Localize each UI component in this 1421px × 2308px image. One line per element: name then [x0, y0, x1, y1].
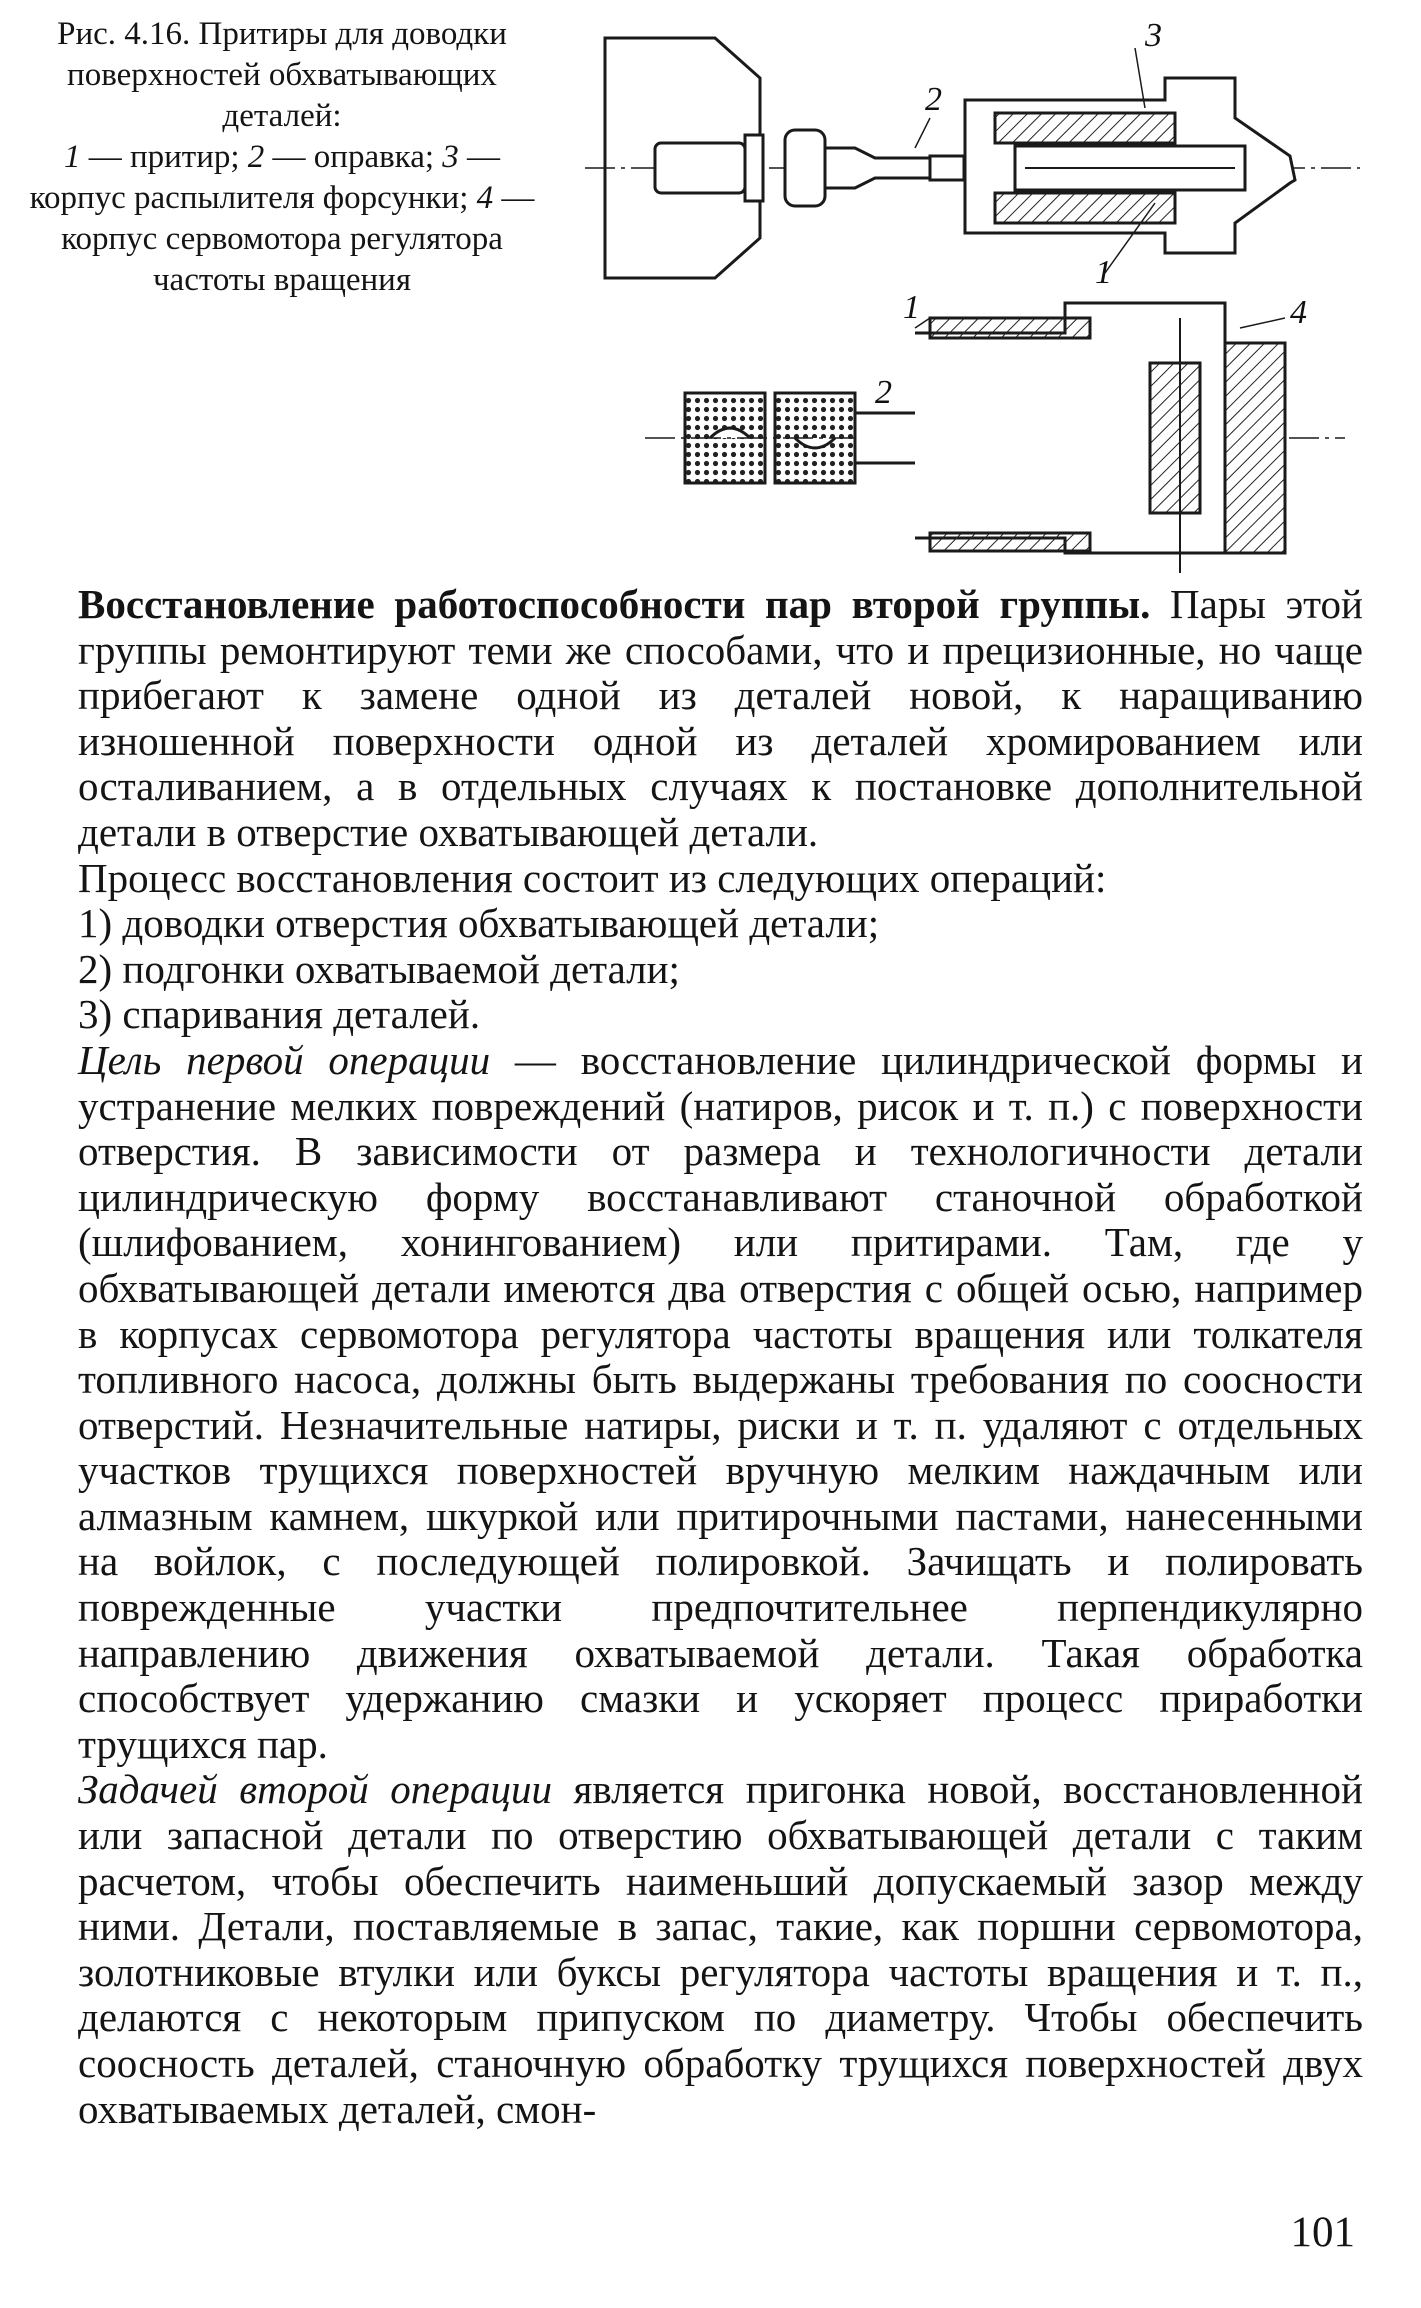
mandrel-2 [825, 148, 930, 188]
mandrel-hex [785, 130, 825, 206]
paragraph-2: Процесс восстановления состоит из следующих операций: [78, 854, 1107, 901]
label-top-3: 1 [1095, 254, 1112, 291]
list-item-1: 1) доводки отверстия обхватывающей детали; [78, 900, 880, 947]
paragraph-3 [78, 1038, 1363, 1768]
section-heading: Восстановление работоспособности пар второй группы. [78, 581, 1151, 627]
label-top-1: 3 [1145, 18, 1162, 54]
nut-left [745, 135, 763, 201]
legend-text-3: — корпус распылителя форсунки; [29, 139, 501, 216]
caption-legend [22, 137, 542, 301]
caption-title: Рис. 4.16. Притиры для доводки поверхностей обхватывающих деталей: [57, 16, 507, 134]
legend-num-4: 4 [476, 180, 494, 216]
lapping-tools-drawing [585, 18, 1375, 573]
legend-text-2: — оправка; [264, 139, 443, 175]
paragraph-4-text: является пригонка новой, восстановленной или запасной детали по отверстию обхватывающей детали с таким расчетом, чтобы обеспечить наименьший допускаемый зазор между ними. Детали, поставляемые в запас, такие, как поршни сервомотора, золотниковые втулки или буксы регулятора частоты вращения и т. п., делаются с некоторым припуском по диаметру. Чтобы обеспечить соосность деталей, станочную обработку трущихся поверхностей двух охватываемых деталей, смон- [78, 1766, 1363, 2132]
legend-num-3: 3 [442, 139, 459, 175]
legend-num-1: 1 [63, 139, 81, 175]
page-number: 101 [1290, 2209, 1355, 2256]
label-bottom-4: 4 [1290, 294, 1307, 331]
legend-text-1: — притир; [80, 139, 248, 175]
paragraph-1 [78, 582, 1363, 856]
page-body [78, 582, 1363, 2132]
paragraph-3-lead: Цель первой операции [78, 1036, 491, 1083]
label-bottom-1: 1 [903, 289, 920, 326]
paragraph-1-text: Пары этой группы ремонтируют теми же способами, что и прецизионные, но чаще прибегают к замене одной из деталей новой, к наращиванию изношенной поверхности одной из деталей хромированием или осталиванием, а в отдельных случаях к постановке дополнительной детали в отверстие охватывающей детали. [78, 581, 1363, 855]
paragraph-3-text: — восстановление цилиндрической формы и устранение мелких повреждений (натиров, рисок и т. п.) с поверхности отверстия. В зависимости от размера и технологичности детали цилиндрическую форму восстанавливают станочной обработкой (шлифованием, хонингованием) или притирами. Там, где у обхватывающей детали имеются два отверстия с общей осью, например в корпусах сервомотора регулятора частоты вращения или толкателя топливного насоса, должны быть выдержаны требования по соосности отверстий. Незначительные натиры, риски и т. п. удаляют с отдельных участков трущихся поверхностей вручную мелким наждачным или алмазным камнем, шкуркой или притирочными пастами, нанесенными на войлок, с последующей полировкой. Зачищать и полировать поврежденные участки предпочтительнее перпендикулярно направлению движения охватываемой детали. Такая обработка способствует удержанию смазки и ускоряет процесс приработки трущихся пар. [78, 1036, 1363, 1767]
paragraph-4-lead: Задачей второй операции [78, 1766, 552, 1813]
legend-num-2: 2 [247, 139, 265, 175]
label-bottom-2: 2 [875, 374, 892, 411]
list-item-2: 2) подгонки охватываемой детали; [78, 945, 680, 992]
paragraph-4 [78, 1767, 1363, 2132]
label-top-2: 2 [925, 81, 942, 118]
figure-caption [22, 14, 542, 301]
list-item-3: 3) спаривания деталей. [78, 991, 481, 1038]
stem-left [655, 143, 745, 193]
legend-text-4: — корпус сервомотора регулятора частоты вращения [61, 180, 535, 298]
